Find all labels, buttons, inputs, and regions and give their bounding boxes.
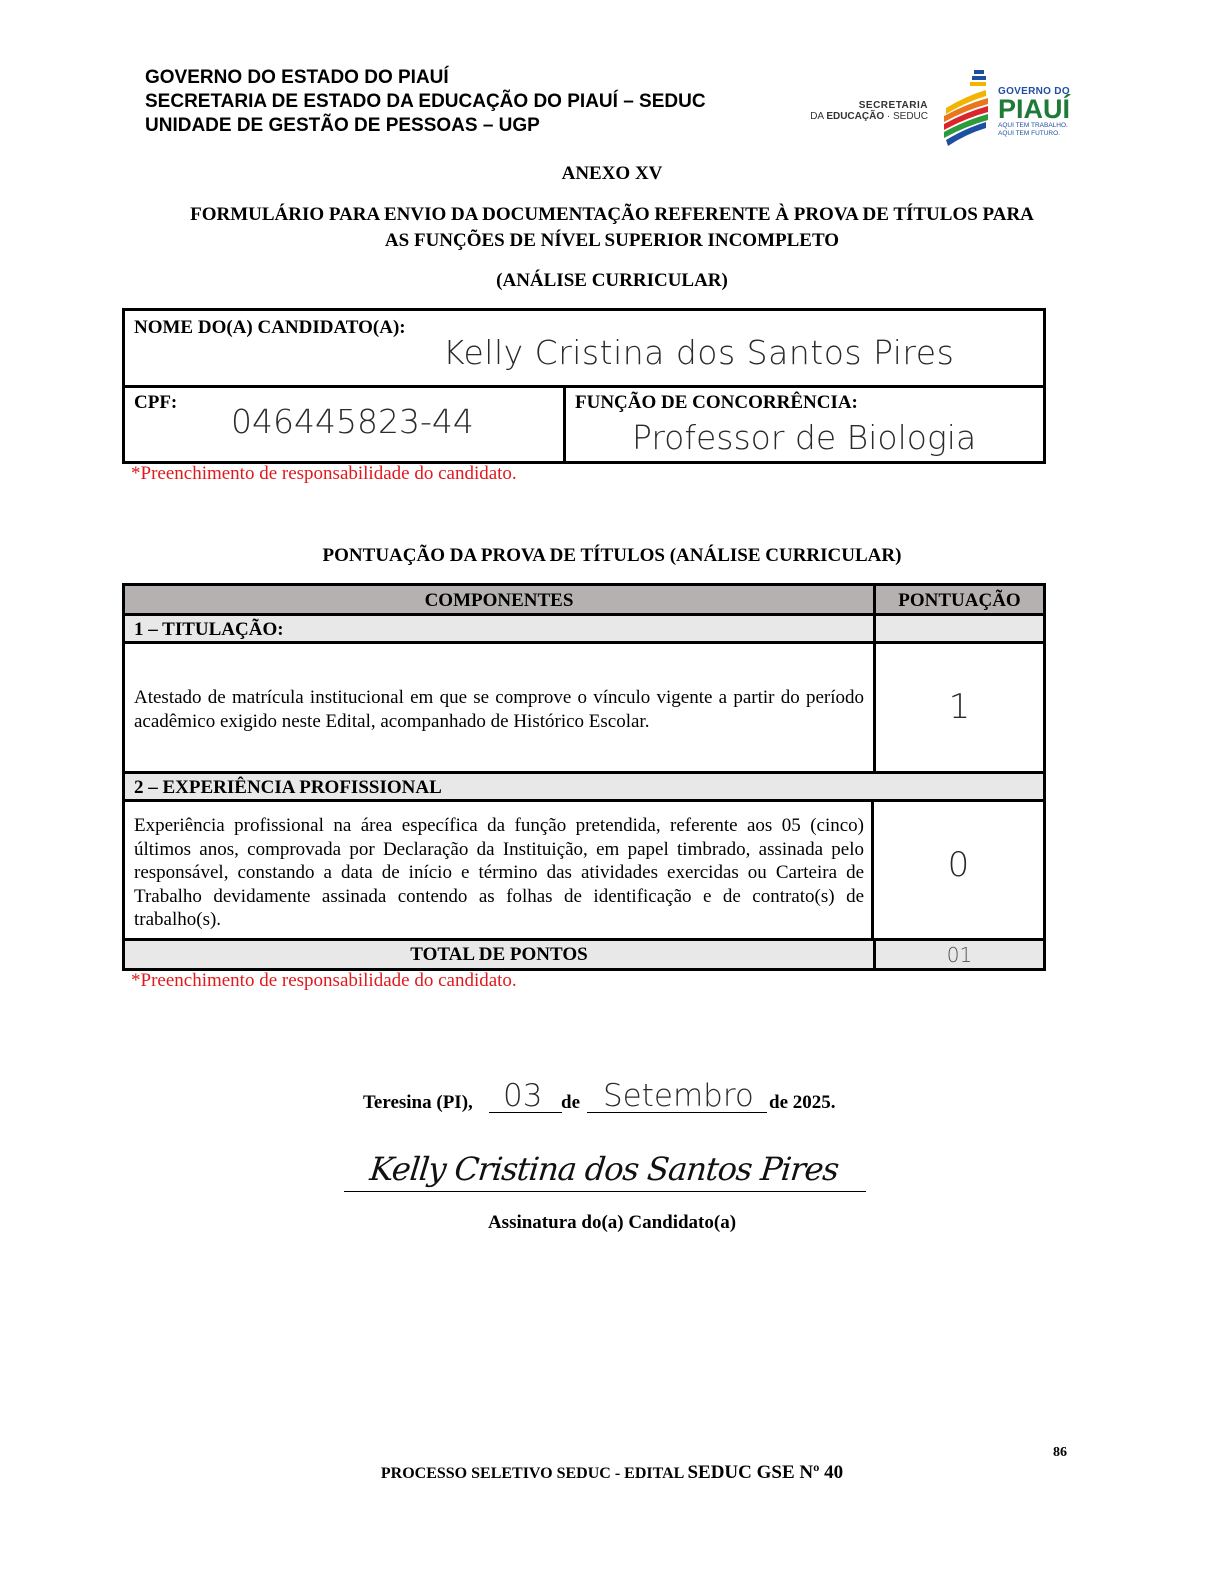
gov-logo-line3: AQUI TEM TRABALHO. xyxy=(998,122,1068,129)
header-components-cell xyxy=(125,586,876,616)
section1-label-cell xyxy=(125,616,876,644)
section2-label-cell xyxy=(125,774,1043,802)
total-value-cell xyxy=(876,941,1043,968)
date-year: de 2025. xyxy=(769,1092,836,1113)
seduc-logo-line1: SECRETARIA xyxy=(858,100,928,111)
gov-logo-piaui: PIAUÍ xyxy=(998,94,1071,124)
section2-label: 2 – EXPERIÊNCIA PROFISSIONAL xyxy=(134,777,442,798)
section2-score-cell xyxy=(874,802,1043,941)
section1-label: 1 – TITULAÇÃO: xyxy=(134,619,284,640)
gov-logo-line4: AQUI TEM FUTURO. xyxy=(998,130,1060,137)
section1-label-score-cell xyxy=(876,616,1043,644)
form-title-line-2: AS FUNÇÕES DE NÍVEL SUPERIOR INCOMPLETO xyxy=(384,230,840,251)
annex-title: ANEXO XV xyxy=(561,163,663,184)
seduc-logo-seduc: · SEDUC xyxy=(884,111,928,122)
signature-caption: Assinatura do(a) Candidato(a) xyxy=(487,1212,737,1233)
function-value[interactable]: Professor de Biologia xyxy=(632,418,977,457)
gov-logo-line1: GOVERNO DO xyxy=(998,86,1070,97)
signature-handwritten: Kelly Cristina dos Santos Pires xyxy=(368,1150,841,1188)
date-month[interactable]: Setembro xyxy=(603,1078,754,1114)
scoring-title: PONTUAÇÃO DA PROVA DE TÍTULOS (ANÁLISE CURRICULAR) xyxy=(322,545,902,566)
col-components: COMPONENTES xyxy=(424,590,574,611)
section1-score[interactable]: 1 xyxy=(948,687,971,727)
date-day[interactable]: 03 xyxy=(503,1078,543,1114)
header-score-cell xyxy=(876,586,1043,616)
total-label-cell xyxy=(125,941,876,968)
section2-body-cell xyxy=(125,802,874,941)
col-score: PONTUAÇÃO xyxy=(898,590,1021,611)
signature-line xyxy=(344,1191,866,1192)
form-title-line-1: FORMULÁRIO PARA ENVIO DA DOCUMENTAÇÃO REFERENTE À PROVA DE TÍTULOS PARA xyxy=(190,204,1034,225)
footer-process-b: SEDUC GSE Nº 40 xyxy=(687,1462,844,1483)
candidate-box xyxy=(122,308,1046,464)
date-place: Teresina (PI), xyxy=(363,1092,473,1113)
scoring-table xyxy=(122,583,1046,971)
candidate-note: *Preenchimento de responsabilidade do candidato. xyxy=(131,463,517,484)
header-line-3: UNIDADE DE GESTÃO DE PESSOAS – UGP xyxy=(145,115,540,136)
section1-score-cell xyxy=(876,644,1043,774)
scoring-note: *Preenchimento de responsabilidade do candidato. xyxy=(131,970,517,991)
governo-piaui-logo xyxy=(998,86,1070,138)
section2-score[interactable]: 0 xyxy=(947,845,970,885)
analysis-subtitle: (ANÁLISE CURRICULAR) xyxy=(496,270,728,291)
date-de: de xyxy=(561,1092,580,1113)
header-line-2: SECRETARIA DE ESTADO DA EDUCAÇÃO DO PIAUÍ – SEDUC xyxy=(145,91,706,112)
seduc-logo-da: DA xyxy=(810,111,827,122)
footer-process xyxy=(0,1462,1224,1484)
section2-text: Experiência profissional na área específica da função pretendida, referente aos 05 (cinco) últimos anos, comprovada por Declaração da Instituição, em papel timbrado, assinada pelo responsável, constando a data de início e término das atividades exercidas ou Carteira de Trabalho devidamente assinada contendo as folhas de identificação e de contrato(s) de trabalho(s). xyxy=(134,815,864,930)
name-value[interactable]: Kelly Cristina dos Santos Pires xyxy=(443,333,955,372)
cpf-value[interactable]: 046445823-44 xyxy=(231,402,474,441)
cpf-cell xyxy=(125,388,566,461)
seduc-logo xyxy=(800,100,928,122)
page-number: 86 xyxy=(1053,1445,1067,1460)
total-label: TOTAL DE PONTOS xyxy=(410,944,588,965)
footer-process-a: PROCESSO SELETIVO SEDUC - EDITAL xyxy=(380,1465,688,1482)
section1-body-cell xyxy=(125,644,876,774)
name-row xyxy=(125,311,1043,388)
name-label: NOME DO(A) CANDIDATO(A): xyxy=(134,317,406,338)
cpf-label: CPF: xyxy=(134,392,178,413)
seduc-logo-educacao: EDUCAÇÃO xyxy=(826,111,885,122)
total-value[interactable]: 01 xyxy=(946,943,973,967)
section1-text: Atestado de matrícula institucional em que se comprove o vínculo vigente a partir do período acadêmico exigido neste Edital, acompanhado de Histórico Escolar. xyxy=(134,687,864,732)
function-cell xyxy=(566,388,1043,461)
function-label: FUNÇÃO DE CONCORRÊNCIA: xyxy=(575,392,858,413)
header-line-1: GOVERNO DO ESTADO DO PIAUÍ xyxy=(145,67,449,88)
piaui-emblem-icon xyxy=(940,68,996,150)
